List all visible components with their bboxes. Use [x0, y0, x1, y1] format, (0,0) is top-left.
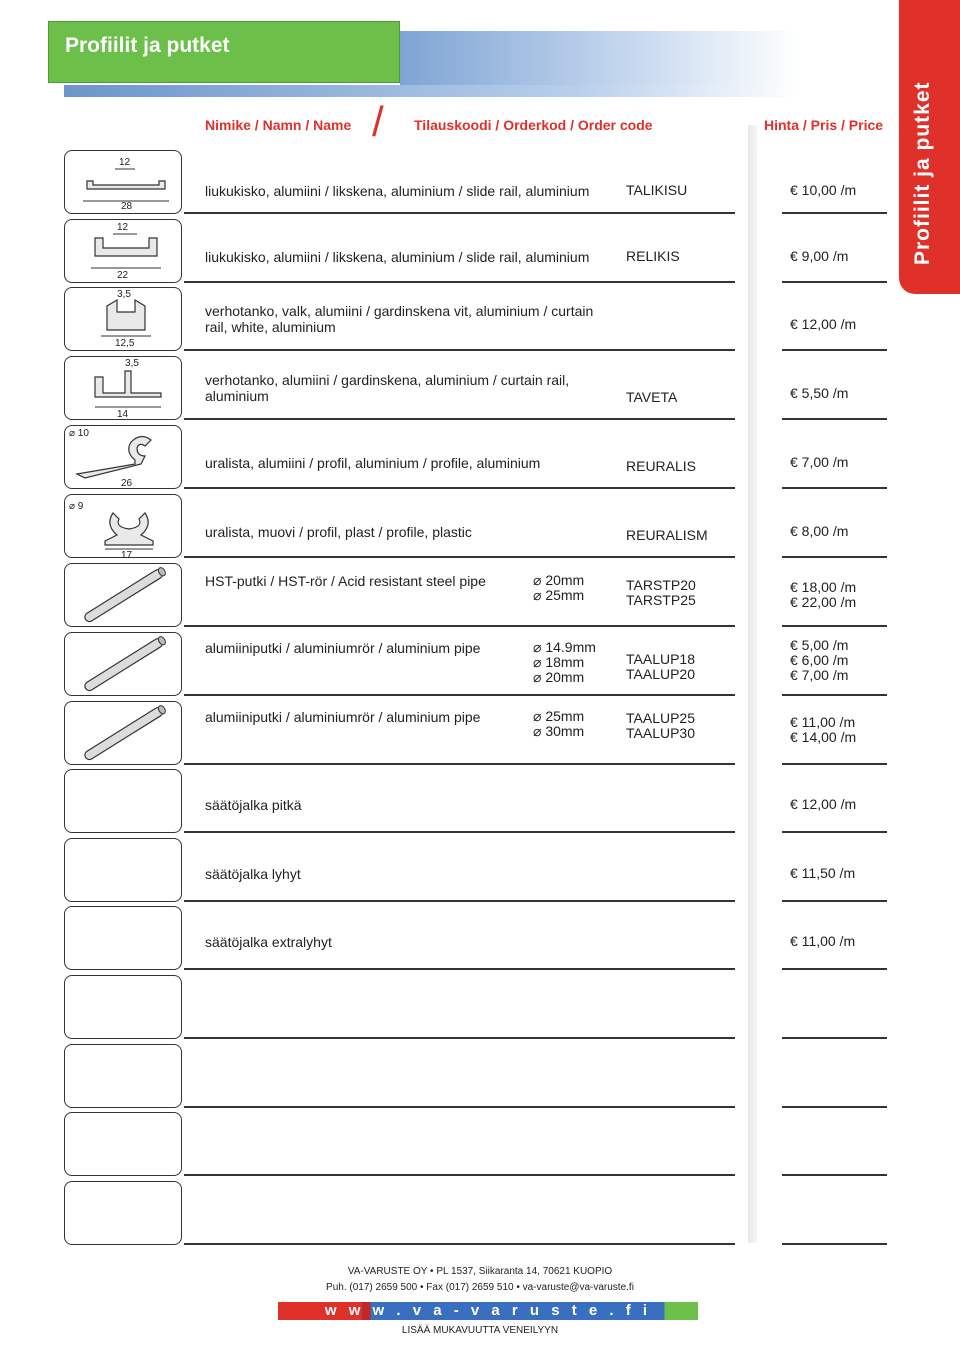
row-rule: [184, 1037, 735, 1039]
row-rule: [782, 556, 887, 558]
price-value: € 11,50 /m: [790, 865, 856, 881]
price-value: € 14,00 /m: [790, 729, 857, 745]
product-image: [64, 1181, 182, 1245]
price-value: € 11,00 /m: [790, 933, 856, 949]
product-image: [64, 906, 182, 970]
size-value: ⌀ 25mm: [533, 708, 585, 724]
order-code: TAALUP25: [626, 710, 695, 726]
order-codes: [626, 528, 708, 543]
dimension-label: 12,5: [115, 338, 135, 349]
profile-drawing: [65, 495, 183, 559]
product-image: [64, 701, 182, 765]
order-codes: [626, 249, 680, 264]
row-rule: [184, 900, 735, 902]
order-code: TALIKISU: [626, 182, 688, 198]
product-name: uralista, muovi / profil, plast / profile, plastic: [205, 524, 472, 540]
row-rule: [184, 831, 735, 833]
price-value: € 7,00 /m: [790, 454, 849, 470]
price-value: € 11,00 /m: [790, 714, 856, 730]
product-image: [64, 150, 182, 214]
product-image: [64, 356, 182, 420]
row-rule: [184, 281, 735, 283]
row-rule: [782, 281, 887, 283]
profile-drawing: [65, 426, 183, 490]
order-code: TARSTP20: [626, 577, 696, 593]
product-name: alumiiniputki / aluminiumrör / aluminium pipe: [205, 709, 481, 725]
product-image: [64, 1044, 182, 1108]
product-name: verhotanko, alumiini / gardinskena, aluminium / curtain rail, aluminium: [205, 372, 570, 404]
product-sizes: [533, 640, 596, 685]
product-sizes: [533, 573, 584, 603]
order-codes: [626, 652, 695, 682]
row-rule: [184, 1106, 735, 1108]
profile-drawing: [65, 1045, 183, 1109]
profile-drawing: [65, 770, 183, 834]
profile-drawing: [65, 288, 183, 352]
product-name: säätöjalka lyhyt: [205, 866, 301, 882]
profile-drawing: [65, 976, 183, 1040]
profile-drawing: [65, 564, 183, 628]
order-code: RELIKIS: [626, 248, 680, 264]
profile-drawing: [65, 151, 183, 215]
size-value: ⌀ 18mm: [533, 654, 585, 670]
row-rule: [782, 831, 887, 833]
dimension-label: 3,5: [125, 358, 139, 369]
price-value: € 8,00 /m: [790, 523, 849, 539]
row-rule: [782, 1174, 887, 1176]
row-rule: [782, 418, 887, 420]
price-value: € 12,00 /m: [790, 316, 857, 332]
order-code: REURALISM: [626, 527, 708, 543]
price-value: € 9,00 /m: [790, 248, 849, 264]
product-name: verhotanko, valk, alumiini / gardinskena vit, aluminium / curtain rail, white, aluminium: [205, 303, 594, 335]
order-code: TAALUP20: [626, 666, 695, 682]
price-value: € 7,00 /m: [790, 667, 849, 683]
order-codes: [626, 390, 677, 405]
prices: [790, 638, 848, 683]
row-rule: [782, 487, 887, 489]
row-rule: [184, 1243, 735, 1245]
price-value: € 12,00 /m: [790, 796, 857, 812]
prices: [790, 183, 856, 198]
row-rule: [782, 694, 887, 696]
column-header-name: Nimike / Namn / Name: [205, 117, 352, 133]
product-image: [64, 563, 182, 627]
product-name: liukukisko, alumiini / likskena, aluminium / slide rail, aluminium: [205, 183, 590, 199]
price-value: € 22,00 /m: [790, 594, 857, 610]
row-rule: [184, 1174, 735, 1176]
column-header-price: Hinta / Pris / Price: [764, 117, 884, 133]
order-codes: [626, 183, 687, 198]
row-rule: [782, 1243, 887, 1245]
size-value: ⌀ 20mm: [533, 669, 585, 685]
row-rule: [782, 1037, 887, 1039]
row-rule: [184, 763, 735, 765]
dimension-label: 3,5: [117, 289, 131, 300]
product-sizes: [533, 709, 584, 739]
size-value: ⌀ 20mm: [533, 572, 585, 588]
prices: [790, 797, 856, 812]
product-image: [64, 975, 182, 1039]
dimension-label: 22: [117, 270, 129, 281]
prices: [790, 934, 855, 949]
price-value: € 10,00 /m: [790, 182, 857, 198]
price-value: € 6,00 /m: [790, 652, 849, 668]
product-name: uralista, alumiini / profil, aluminium / profile, aluminium: [205, 455, 541, 471]
row-rule: [782, 625, 887, 627]
row-rule: [782, 968, 887, 970]
product-image: [64, 425, 182, 489]
header-bar: [64, 85, 800, 97]
profile-drawing: [65, 702, 183, 766]
order-code: TAALUP30: [626, 725, 695, 741]
profile-drawing: [65, 357, 183, 421]
profile-drawing: [65, 839, 183, 903]
side-tab: [899, 0, 960, 294]
prices: [790, 866, 855, 881]
row-rule: [782, 349, 887, 351]
prices: [790, 249, 848, 264]
order-codes: [626, 578, 696, 608]
dimension-label: ⌀ 10: [69, 428, 89, 439]
product-image: [64, 287, 182, 351]
column-divider: [748, 125, 757, 1243]
product-name: liukukisko, alumiini / likskena, aluminium / slide rail, aluminium: [205, 249, 590, 265]
column-separator: /: [372, 98, 384, 145]
dimension-label: 26: [121, 478, 133, 489]
row-rule: [184, 625, 735, 627]
prices: [790, 715, 856, 745]
product-name: säätöjalka pitkä: [205, 797, 302, 813]
size-value: ⌀ 14.9mm: [533, 639, 596, 655]
row-rule: [184, 556, 735, 558]
profile-drawing: [65, 907, 183, 971]
header-gradient: [400, 31, 800, 85]
product-image: [64, 1112, 182, 1176]
profile-drawing: [65, 1182, 183, 1246]
prices: [790, 580, 856, 610]
column-header-code: Tilauskoodi / Orderkod / Order code: [414, 117, 653, 133]
price-value: € 5,50 /m: [790, 385, 849, 401]
price-value: € 18,00 /m: [790, 579, 857, 595]
dimension-label: 12: [119, 157, 131, 168]
order-code: TAALUP18: [626, 651, 695, 667]
product-image: [64, 219, 182, 283]
row-rule: [184, 487, 735, 489]
prices: [790, 524, 848, 539]
prices: [790, 455, 848, 470]
footer-website: w w w . v a - v a r u s t e . f i: [278, 1302, 698, 1320]
product-name: säätöjalka extralyhyt: [205, 934, 332, 950]
row-rule: [184, 694, 735, 696]
header-band: [48, 21, 400, 83]
price-value: € 5,00 /m: [790, 637, 849, 653]
profile-drawing: [65, 633, 183, 697]
row-rule: [782, 1106, 887, 1108]
row-rule: [184, 349, 735, 351]
product-image: [64, 494, 182, 558]
profile-drawing: [65, 220, 183, 284]
order-code: REURALIS: [626, 458, 697, 474]
order-codes: [626, 459, 696, 474]
side-tab-label: Profiilit ja putket: [911, 81, 934, 265]
size-value: ⌀ 25mm: [533, 587, 585, 603]
row-rule: [782, 763, 887, 765]
product-name: HST-putki / HST-rör / Acid resistant steel pipe: [205, 573, 486, 589]
product-name: alumiiniputki / aluminiumrör / aluminium pipe: [205, 640, 481, 656]
page-title: Profiilit ja putket: [65, 34, 230, 57]
order-code: TAVETA: [626, 389, 678, 405]
dimension-label: 14: [117, 409, 129, 420]
row-rule: [782, 900, 887, 902]
row-rule: [184, 968, 735, 970]
prices: [790, 317, 856, 332]
product-image: [64, 838, 182, 902]
footer-slogan: LISÄÄ MUKAVUUTTA VENEILYYN: [401, 1325, 559, 1336]
row-rule: [184, 418, 735, 420]
row-rule: [782, 212, 887, 214]
footer-company: VA-VARUSTE OY • PL 1537, Siikaranta 14, 70621 KUOPIO: [347, 1266, 613, 1277]
product-image: [64, 769, 182, 833]
dimension-label: ⌀ 9: [69, 501, 84, 512]
dimension-label: 17: [121, 550, 133, 559]
profile-drawing: [65, 1113, 183, 1177]
prices: [790, 386, 848, 401]
footer-contact: Puh. (017) 2659 500 • Fax (017) 2659 510 • va-varuste@va-varuste.fi: [326, 1282, 634, 1293]
product-image: [64, 632, 182, 696]
dimension-label: 12: [117, 222, 129, 233]
dimension-label: 28: [121, 201, 133, 212]
order-code: TARSTP25: [626, 592, 696, 608]
size-value: ⌀ 30mm: [533, 723, 585, 739]
order-codes: [626, 711, 695, 741]
row-rule: [184, 212, 735, 214]
